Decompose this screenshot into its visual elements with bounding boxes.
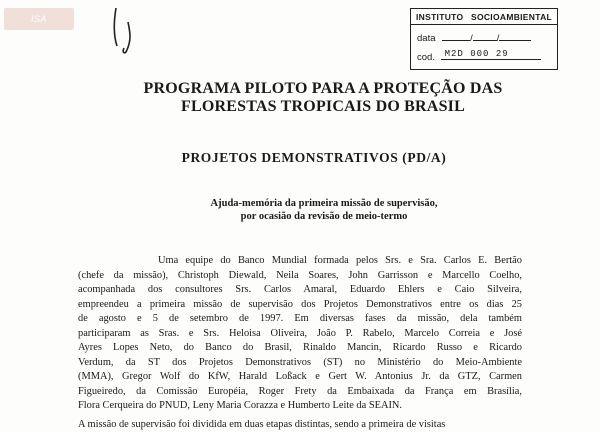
title-line-2: FLORESTAS TROPICAIS DO BRASIL: [181, 98, 465, 115]
stamp-header: [411, 9, 557, 25]
body-line: Flora Cerqueira do PNUD, Leny Maria Corazza e Humberto Leite da SEAIN.: [78, 400, 403, 411]
body-line: acompanhada dos consultores Srs. Carlos Amaral, Eduardo Ehlers e Caio Silveira,: [78, 284, 522, 295]
stamp-date-row: data / /: [417, 31, 531, 44]
body-line: empreendeu a primeira missão de supervisão dos Projetos Demonstrativos entre os dias 25: [78, 298, 522, 310]
stamp-institution-name: SOCIOAMBIENTAL: [470, 11, 552, 22]
document-subtitle: PROJETOS DEMONSTRATIVOS (PD/A): [181, 150, 447, 165]
stamp-institution: INSTITUTO: [416, 11, 464, 22]
body-line: Ayres Lopes Neto, do Banco do Brasil, Rinaldo Mancin, Ricardo Russo e Ricardo: [78, 342, 522, 353]
memo-line-2: por ocasião da revisão de meio-termo: [240, 211, 408, 222]
stamp-code-value: M2D 000 29: [444, 49, 509, 59]
stamp-code-label: cod.: [417, 52, 435, 63]
stamp-code-row: [417, 50, 541, 63]
title-line-1: PROGRAMA PILOTO PARA A PROTEÇÃO DAS: [143, 80, 503, 97]
memo-line-1: Ajuda-memória da primeira missão de supervisão,: [210, 198, 438, 209]
body-line: Uma equipe do Banco Mundial formada pelos Srs. e Sra. Carlos E. Bertão: [158, 255, 522, 266]
stamp-date-label: data: [417, 33, 436, 44]
second-paragraph-partial: A missão de supervisão foi dividida em duas etapas distintas, sendo a primeira de visitas: [78, 419, 446, 430]
body-line: participaram as Sras. e Srs. Heloisa Oliveira, João P. Rabelo, Marcelo Correia e José: [78, 327, 522, 339]
archive-stamp: [410, 8, 558, 70]
body-line: (chefe da missão), Christoph Diewald, Neila Soares, John Garrisson e Marcello Coelho,: [78, 269, 522, 281]
body-paragraph: [78, 254, 522, 414]
memo-heading: [0, 197, 600, 223]
isa-watermark: ISA: [4, 8, 74, 30]
body-line: (MMA), Gregor Wolf do KfW, Harald Loßack e Gert W. Antonius Jr. da GTZ, Carmen: [78, 371, 522, 382]
body-line: de agosto e 5 de setembro de 1997. Em diversas fases da missão, dela também: [78, 313, 522, 324]
document-title: [0, 80, 600, 116]
body-line: Figueiredo, da Comissão Européia, Roger Frety da Embaixada da França em Brasília,: [78, 385, 522, 397]
body-line: Verdum, da ST dos Projetos Demonstrativos (ST) no Ministério do Meio-Ambiente: [78, 356, 522, 368]
handwritten-mark: [108, 6, 142, 56]
